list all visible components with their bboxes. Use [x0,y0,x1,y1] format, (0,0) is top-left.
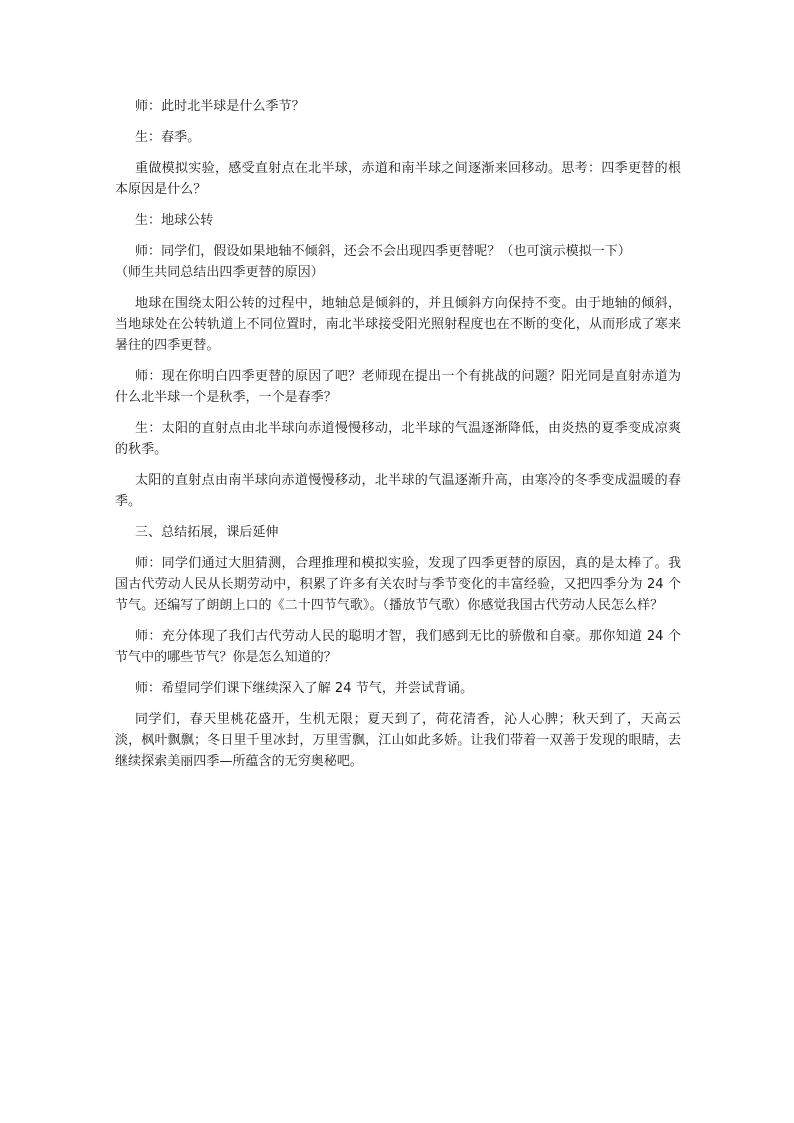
paragraph-5: 师：同学们，假设如果地轴不倾斜，还会不会出现四季更替呢？（也可演示模拟一下） [135,244,631,259]
paragraph-4: 生：地球公转 [135,213,214,228]
paragraph-9: 生：太阳的直射点由北半球向赤道慢慢移动，北半球的气温逐渐降低，由炎热的夏季变成凉爽的秋季。 [115,421,681,457]
paragraph-10: 太阳的直射点由南半球向赤道慢慢移动，北半球的气温逐渐升高，由寒冷的冬季变成温暖的春季。 [115,473,681,509]
section-heading: 三、总结拓展，课后延伸 [135,525,279,540]
paragraph-7: 地球在围绕太阳公转的过程中，地轴总是倾斜的，并且倾斜方向保持不变。由于地轴的倾斜，当地球处在公转轨道上不同位置时，南北半球接受阳光照射程度也在不断的变化，从而形成了寒来暑往的四季更替。 [115,296,681,353]
paragraph-2: 生：春季。 [135,130,201,145]
paragraph-6: （师生共同总结出四季更替的原因） [115,265,324,280]
paragraph-12: 师：充分体现了我们古代劳动人民的聪明才智，我们感到无比的骄傲和自豪。那你知道 24 个节气中的哪些节气？你是怎么知道的？ [115,629,681,665]
paragraph-13: 师：希望同学们课下继续深入了解 24 节气，并尝试背诵。 [135,681,474,696]
paragraph-14: 同学们，春天里桃花盛开，生机无限；夏天到了，荷花清香，沁人心脾；秋天到了，天高云淡，枫叶飘飘；冬日里千里冰封，万里雪飘，江山如此多娇。让我们带着一双善于发现的眼睛，去继续探索美丽四季—所蕴含的无穷奥秘吧。 [115,712,681,769]
document-body [115,96,681,782]
paragraph-3: 重做模拟实验，感受直射点在北半球，赤道和南半球之间逐渐来回移动。思考：四季更替的根本原因是什么？ [115,161,681,197]
paragraph-11: 师：同学们通过大胆猜测，合理推理和模拟实验，发现了四季更替的原因，真的是太棒了。我国古代劳动人民从长期劳动中，积累了许多有关农时与季节变化的丰富经验，又把四季分为 24 个节气。还编写了朗朗上口的《二十四节气歌》。（播放节气歌）你感觉我国古代劳动人民怎么样？ [115,556,681,613]
paragraph-1: 师：此时北半球是什么季节？ [135,99,305,114]
paragraph-8: 师：现在你明白四季更替的原因了吧？老师现在提出一个有挑战的问题？阳光同是直射赤道为什么北半球一个是秋季，一个是春季？ [115,369,681,405]
